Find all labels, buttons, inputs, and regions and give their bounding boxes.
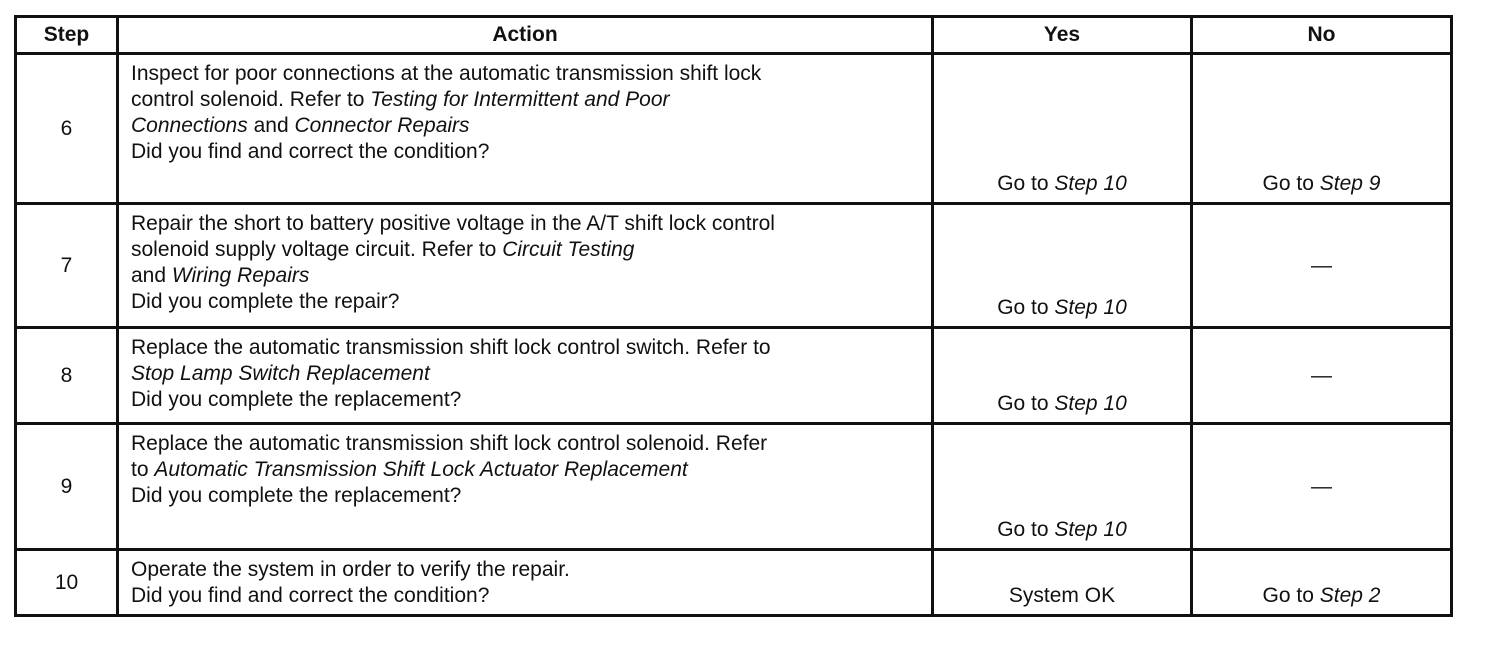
action-line: Inspect for poor connections at the automatic transmission shift lock <box>131 62 762 85</box>
yes-cell <box>933 424 1192 550</box>
action-text <box>131 557 921 583</box>
no-text: Go to <box>1262 172 1320 195</box>
reference-link: Connector Repairs <box>294 114 470 137</box>
header-no: No <box>1192 17 1452 54</box>
action-line: Replace the automatic transmission shift lock control switch. Refer to <box>131 336 771 359</box>
yes-step-ref: Step 10 <box>1054 172 1127 195</box>
step-number: 6 <box>16 54 118 204</box>
reference-link: Stop Lamp Switch Replacement <box>131 362 430 385</box>
step-number: 10 <box>16 550 118 616</box>
action-text-part: to <box>131 458 155 481</box>
reference-link: Testing for Intermittent and Poor <box>370 88 670 111</box>
action-text <box>131 431 921 483</box>
no-cell <box>1192 550 1452 616</box>
reference-link: Circuit Testing <box>502 238 635 261</box>
yes-step-ref: Step 10 <box>1054 392 1127 415</box>
header-action: Action <box>118 17 933 54</box>
header-row <box>16 17 1452 54</box>
header-yes: Yes <box>933 17 1192 54</box>
action-text <box>131 335 921 387</box>
reference-link: Wiring Repairs <box>171 264 310 287</box>
action-question: Did you find and correct the condition? <box>131 584 490 607</box>
action-text <box>131 211 921 289</box>
yes-cell <box>933 204 1192 328</box>
action-text-part: control solenoid. Refer to <box>131 88 371 111</box>
yes-text: Go to <box>997 296 1055 319</box>
action-line: Replace the automatic transmission shift lock control solenoid. Refer <box>131 432 768 455</box>
yes-step-ref: Step 10 <box>1054 296 1127 319</box>
action-cell <box>118 204 933 328</box>
yes-cell <box>933 54 1192 204</box>
no-cell: — <box>1192 328 1452 424</box>
action-question: Did you complete the replacement? <box>131 388 462 411</box>
reference-link: Automatic Transmission Shift Lock Actuator Replacement <box>154 458 688 481</box>
action-cell <box>118 550 933 616</box>
no-cell: — <box>1192 424 1452 550</box>
action-text-part: and <box>247 114 295 137</box>
step-number: 9 <box>16 424 118 550</box>
no-step-ref: Step 2 <box>1319 584 1381 607</box>
diagnostic-table-container <box>14 15 1450 617</box>
reference-link: Connections <box>131 114 248 137</box>
header-step: Step <box>16 17 118 54</box>
yes-cell: System OK <box>933 550 1192 616</box>
yes-cell <box>933 328 1192 424</box>
action-line: Repair the short to battery positive voltage in the A/T shift lock control <box>131 212 775 235</box>
no-step-ref: Step 9 <box>1319 172 1381 195</box>
diagnostic-table <box>14 15 1453 617</box>
yes-text: Go to <box>997 172 1055 195</box>
action-cell <box>118 328 933 424</box>
action-question: Did you find and correct the condition? <box>131 140 490 163</box>
action-text-part: solenoid supply voltage circuit. Refer to <box>131 238 503 261</box>
action-text-part: and <box>131 264 172 287</box>
yes-step-ref: Step 10 <box>1054 518 1127 541</box>
action-cell <box>118 54 933 204</box>
table-row-step-7 <box>16 204 1452 328</box>
step-number: 7 <box>16 204 118 328</box>
yes-text: Go to <box>997 392 1055 415</box>
action-line: Operate the system in order to verify the repair. <box>131 558 570 581</box>
table-row-step-6 <box>16 54 1452 204</box>
no-cell: — <box>1192 204 1452 328</box>
table-row-step-8 <box>16 328 1452 424</box>
action-text <box>131 61 921 139</box>
step-number: 8 <box>16 328 118 424</box>
no-text: Go to <box>1262 584 1320 607</box>
no-cell <box>1192 54 1452 204</box>
table-row-step-9 <box>16 424 1452 550</box>
action-cell <box>118 424 933 550</box>
action-question: Did you complete the repair? <box>131 290 400 313</box>
action-question: Did you complete the replacement? <box>131 484 462 507</box>
table-row-step-10 <box>16 550 1452 616</box>
yes-text: Go to <box>997 518 1055 541</box>
